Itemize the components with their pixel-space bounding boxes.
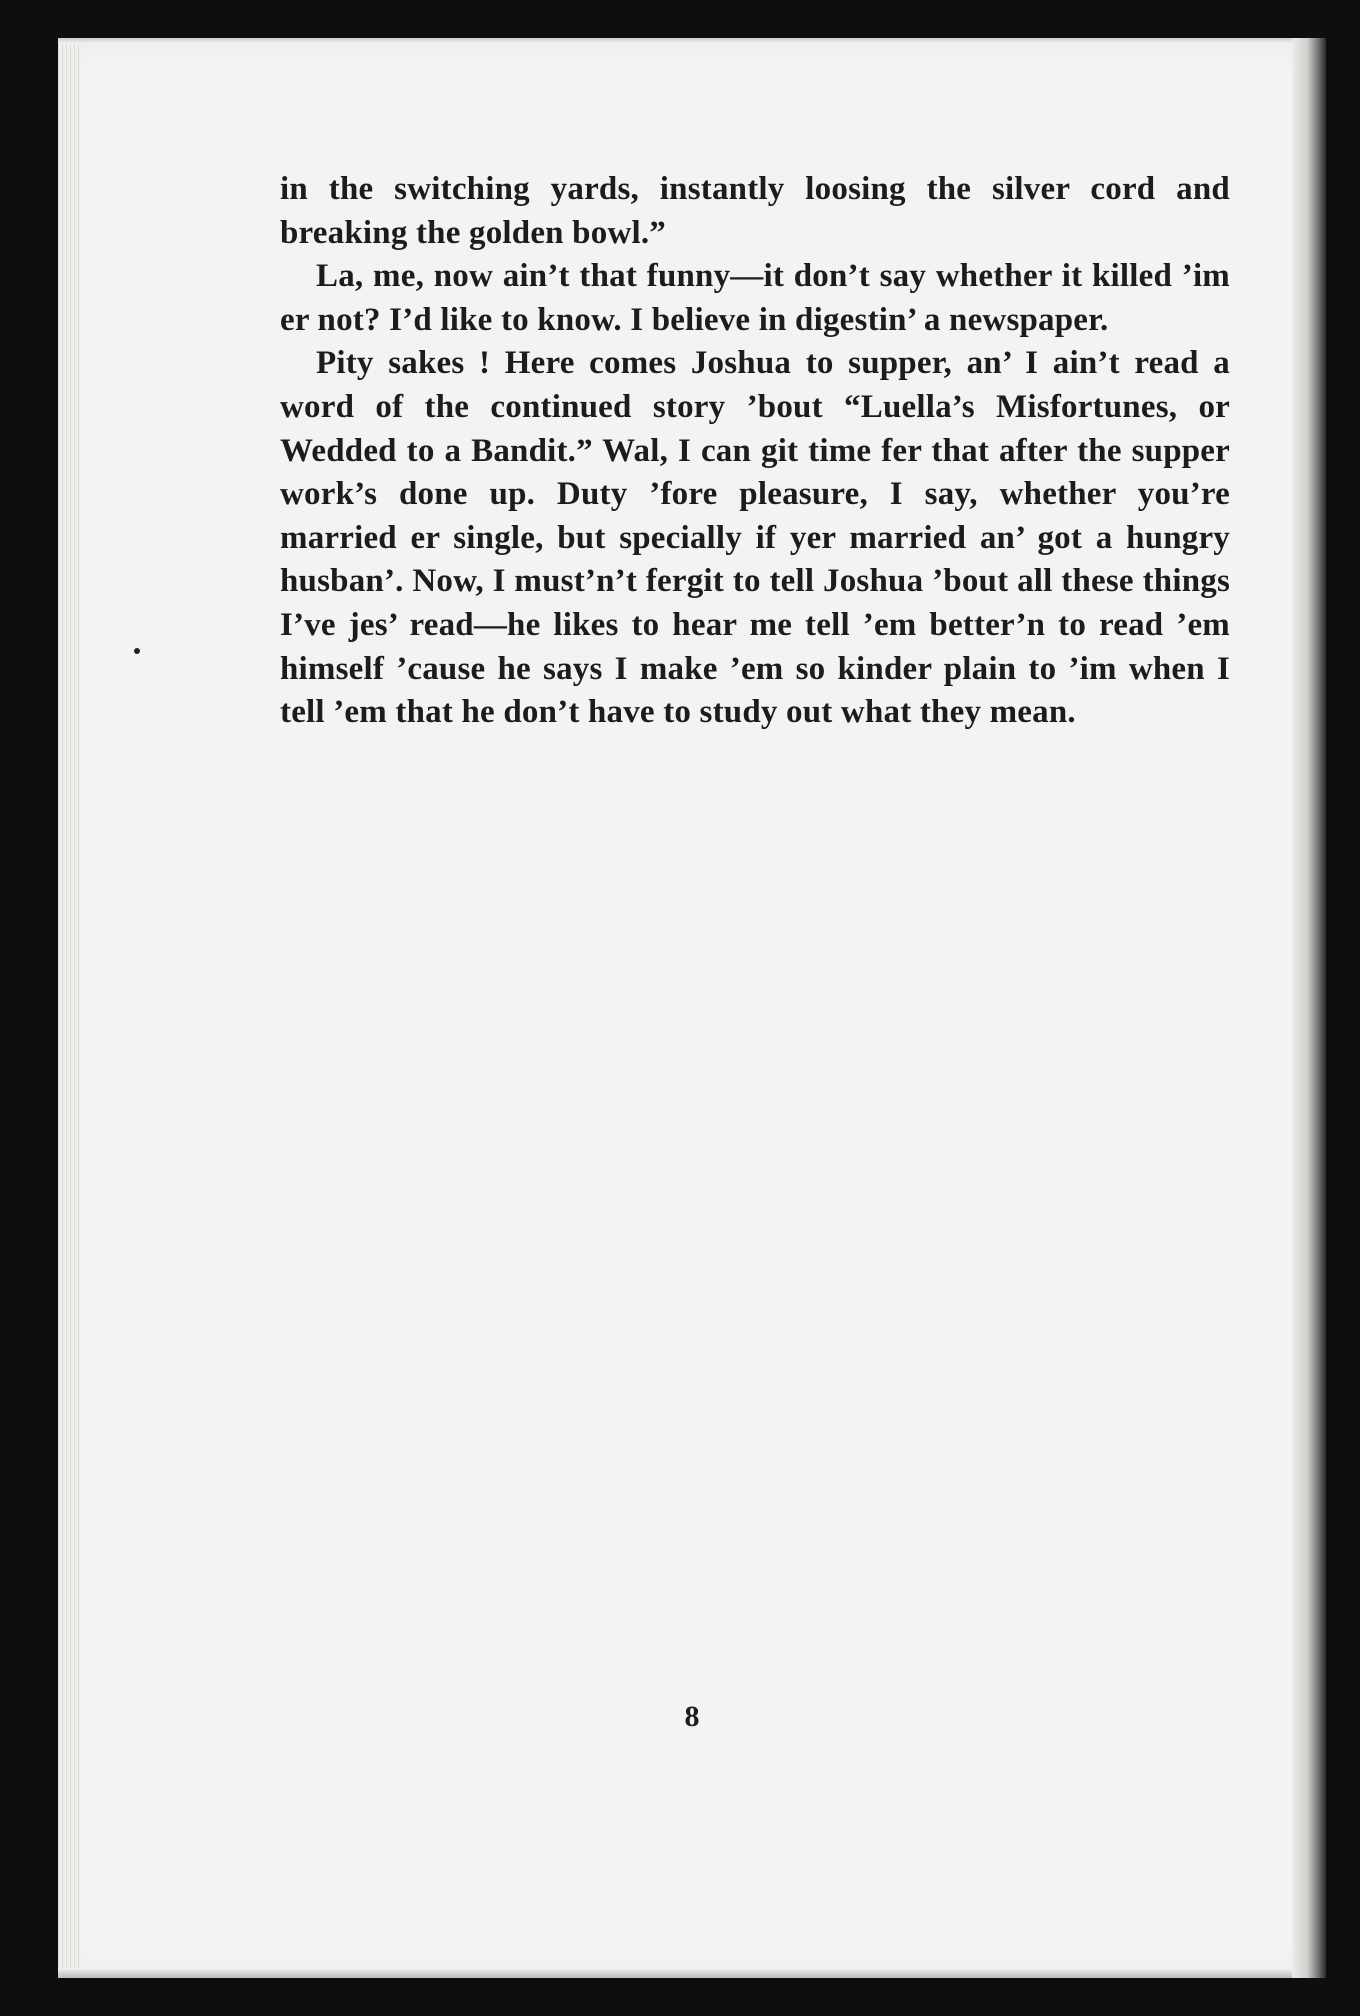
paragraph-continuation: in the switching yards, instantly loosing the silver cord and breaking the golden bowl.”	[280, 171, 1230, 251]
paragraph-la-me: La, me, now ain’t that funny—it don’t say whether it killed ’im er not? I’d like to know. I believe in digestin’ a newspaper.	[280, 258, 1230, 338]
ink-speck	[134, 648, 140, 654]
page-edge-top	[58, 38, 1326, 44]
body-text	[280, 168, 1230, 735]
page-number: 8	[684, 1700, 700, 1733]
page-edges-left	[58, 38, 80, 1978]
binding-edge-right	[1292, 38, 1326, 1978]
page-edge-bottom	[58, 1968, 1326, 1978]
paragraph-pity-sakes: Pity sakes ! Here comes Joshua to supper, an’ I ain’t read a word of the continued story ’bout “Luella’s Misfortunes, or Wedded to a Bandit.” Wal, I can git time fer that after the supper work’s done up. Duty ’fore pleasure, I say, whether you’re married er single, but specially if yer married an’ got a hungry husban’. Now, I must’n’t fergit to tell Joshua ’bout all these things I’ve jes’ read—he likes to hear me tell ’em better’n to read ’em himself ’cause he says I make ’em so kinder plain to ’im when I tell ’em that he don’t have to study out what they mean.	[280, 345, 1230, 731]
book-page	[58, 38, 1326, 1978]
